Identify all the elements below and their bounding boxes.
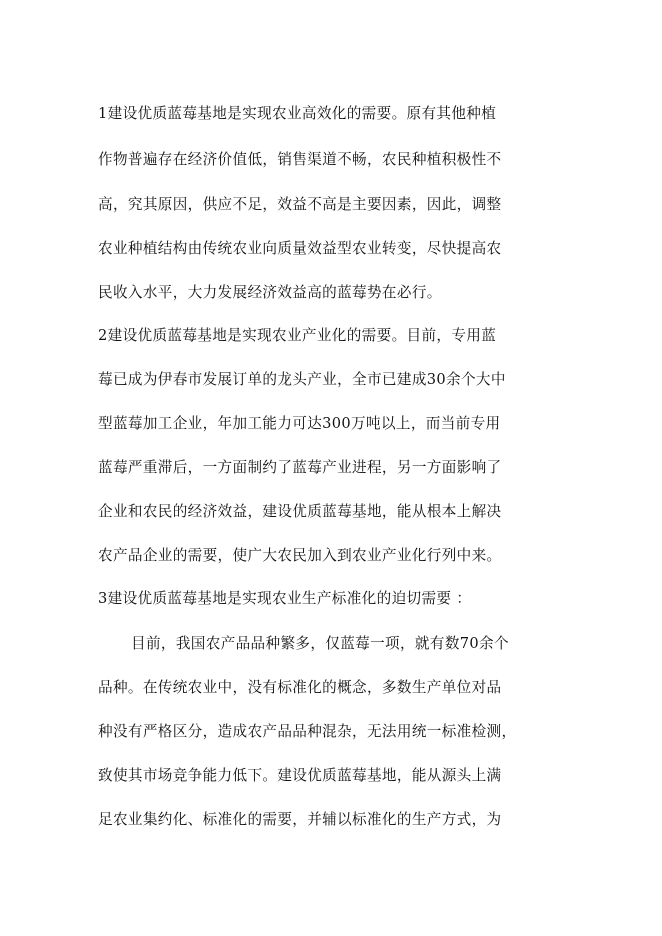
paragraph-1-line-5: 民收入水平，大力发展经济效益高的蓝莓势在必行。: [98, 284, 442, 301]
paragraph-4-line-1: 目前，我国农产品品种繁多，仅蓝莓一项，就有数70余个: [131, 635, 509, 652]
paragraph-2-line-3: 型蓝莓加工企业，年加工能力可达300万吨以上，而当前专用: [98, 415, 501, 432]
paragraph-4-line-4: 致使其市场竞争能力低下。建设优质蓝莓基地，能从源头上满: [98, 767, 502, 784]
paragraph-2-line-6: 农产品企业的需要，使广大农民加入到农业产业化行列中来。: [98, 547, 502, 564]
paragraph-1-line-3: 高，究其原因，供应不足，效益不高是主要因素，因此，调整: [98, 196, 502, 213]
paragraph-4-line-2: 品种。在传统农业中，没有标准化的概念，多数生产单位对品: [98, 679, 502, 696]
paragraph-1-line-4: 农业种植结构由传统农业向质量效益型农业转变，尽快提高农: [98, 240, 502, 257]
paragraph-4-line-3: 种没有严格区分，造成农产品品种混杂，无法用统一标准检测，: [98, 723, 517, 740]
paragraph-2-line-4: 蓝莓严重滞后，一方面制约了蓝莓产业进程，另一方面影响了: [98, 459, 502, 476]
paragraph-1-line-1: 1建设优质蓝莓基地是实现农业高效化的需要。原有其他种植: [98, 105, 497, 122]
paragraph-1-line-2: 作物普遍存在经济价值低，销售渠道不畅，农民种植积极性不: [98, 151, 502, 168]
paragraph-2-line-2: 莓已成为伊春市发展订单的龙头产业，全市已建成30余个大中: [98, 371, 506, 388]
paragraph-2-line-5: 企业和农民的经济效益，建设优质蓝莓基地，能从根本上解决: [98, 503, 502, 520]
paragraph-4-line-5: 足农业集约化、标准化的需要，并辅以标准化的生产方式，为: [98, 811, 502, 828]
paragraph-3-heading: 3建设优质蓝莓基地是实现农业生产标准化的迫切需要 ：: [98, 590, 472, 607]
paragraph-2-line-1: 2建设优质蓝莓基地是实现农业产业化的需要。目前，专用蓝: [98, 327, 497, 344]
